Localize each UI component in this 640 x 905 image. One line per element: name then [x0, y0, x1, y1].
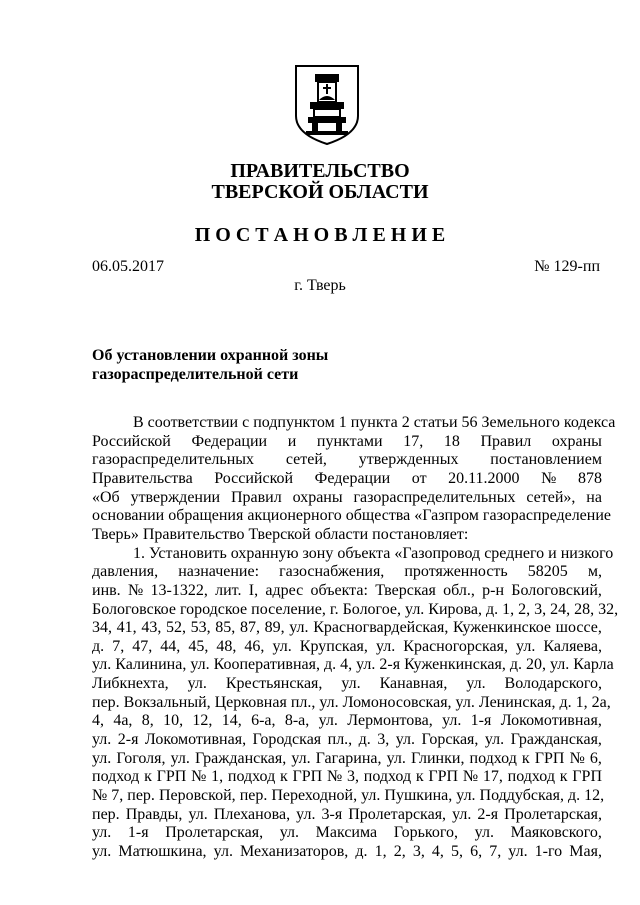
body-text-line: [92, 768, 602, 786]
word: Пролетарская,: [165, 824, 264, 842]
word: №: [569, 749, 585, 767]
word: 58205: [527, 563, 568, 581]
word: газораспределительных: [92, 451, 255, 469]
word: д.: [358, 731, 371, 749]
word: 20.11.2000: [448, 469, 520, 487]
word: 7,: [489, 842, 502, 860]
word: охраны: [292, 488, 343, 506]
word: 89,: [264, 619, 285, 637]
body-text-line: [92, 693, 611, 712]
body-text-line: [92, 675, 602, 693]
word: 1-я: [470, 712, 492, 730]
word: Куженкинское: [452, 619, 552, 637]
word: утвержденных: [358, 451, 459, 469]
word: Гоголя,: [116, 749, 166, 767]
word: р-н: [482, 581, 505, 599]
word: зону: [302, 544, 334, 562]
word: Куженкинская,: [404, 656, 506, 674]
body-text-line: Тверь» Правительство Тверской области постановляет:: [92, 525, 469, 543]
word: и: [548, 544, 557, 562]
word: д.: [509, 656, 522, 674]
word: соответствии: [147, 414, 239, 431]
body-text-line: [92, 806, 602, 824]
word: 18: [443, 432, 460, 450]
word: Маяковского,: [510, 824, 602, 842]
word: с: [242, 414, 250, 431]
tver-coat-of-arms-icon: [294, 64, 360, 146]
word: назначение:: [178, 563, 260, 581]
word: основании: [92, 507, 165, 525]
word: 1.: [133, 544, 145, 562]
word: 24,: [550, 600, 571, 618]
word: Канавная,: [379, 675, 448, 693]
word: ул.: [456, 787, 476, 804]
word: пл.,: [327, 731, 353, 749]
word: подход: [227, 768, 276, 786]
word: от: [411, 469, 427, 487]
document-date: 06.05.2017: [92, 258, 164, 275]
body-text-line: [92, 433, 602, 451]
word: ГРП: [292, 768, 323, 786]
body-text-line: [92, 750, 602, 768]
word: подход: [507, 768, 555, 786]
word: ул.: [187, 675, 207, 693]
word: 1,: [575, 693, 588, 711]
word: Кирова,: [428, 600, 482, 618]
document-type: П О С Т А Н О В Л Е Н И Е: [194, 224, 446, 246]
word: 44,: [160, 637, 181, 655]
word: 47,: [132, 637, 153, 655]
word: Калинина,: [115, 656, 187, 674]
word: газораспределение: [482, 507, 612, 525]
word: Матюшкина,: [118, 842, 207, 860]
body-text-line: [92, 451, 602, 469]
word: пунктами: [316, 432, 383, 450]
word: №: [462, 768, 479, 786]
word: ул.: [190, 656, 210, 674]
word: Локомотивная,: [144, 731, 247, 749]
word: шоссе,: [555, 619, 602, 637]
body-text-line: [92, 489, 602, 507]
word: 43,: [141, 619, 162, 637]
word: 6-а,: [251, 712, 276, 730]
word: Мая,: [569, 842, 602, 860]
word: 2: [401, 414, 410, 431]
word: д.: [559, 693, 572, 711]
document-number: № 129-пп: [534, 258, 600, 275]
word: адрес: [265, 581, 304, 599]
document-title-line: Об установлении охранной зоны: [92, 347, 329, 364]
body-text-line: [92, 656, 614, 674]
word: лит.: [215, 581, 242, 599]
word: сетей»,: [526, 488, 576, 506]
word: ул.: [549, 656, 570, 674]
word: Володарского,: [504, 675, 602, 693]
word: Поддубская,: [479, 787, 564, 804]
word: 6,: [589, 749, 602, 767]
word: ул.: [279, 824, 299, 842]
body-text-line: [92, 731, 602, 749]
word: ул.: [318, 712, 338, 730]
word: охраны: [551, 432, 602, 450]
word: ГРП: [156, 768, 187, 786]
word: ул.: [92, 824, 112, 842]
word: ГРП: [534, 749, 565, 767]
word: пер.: [92, 693, 120, 711]
word: д.: [92, 637, 105, 655]
word: 1-я: [127, 824, 149, 842]
word: д.: [323, 656, 337, 674]
word: ул.: [466, 675, 486, 693]
word: протяженность: [404, 563, 508, 581]
body-text-line: [92, 600, 619, 619]
word: ул.: [395, 731, 415, 749]
word: 12,: [192, 712, 213, 730]
word: 56: [461, 414, 478, 431]
word: №: [92, 787, 108, 804]
word: №: [326, 768, 343, 786]
word: среднего: [484, 544, 545, 562]
word: обл.,: [443, 581, 475, 599]
word: ул.: [356, 656, 376, 674]
word: 2-я: [379, 656, 401, 674]
word: Пролетарская,: [504, 805, 602, 823]
word: Локомотивная,: [500, 712, 602, 730]
word: ул.: [375, 637, 396, 655]
word: ул.: [170, 749, 190, 767]
word: подход: [92, 768, 140, 786]
word: Федерации: [314, 469, 391, 487]
word: ул.: [319, 693, 339, 711]
word: ул.: [92, 731, 112, 749]
word: ул.: [484, 731, 505, 749]
word: Федерации: [191, 432, 268, 450]
word: объекта:: [310, 581, 368, 599]
word: «Об: [92, 488, 120, 506]
word: 4а,: [113, 712, 133, 730]
word: №: [191, 768, 207, 786]
word: 52,: [165, 619, 186, 637]
word: г.: [329, 600, 339, 618]
word: 12,: [584, 787, 605, 804]
word: ул.: [291, 749, 311, 767]
word: объекта: [337, 544, 391, 562]
word: 1,: [374, 842, 387, 860]
word: городское: [179, 600, 248, 618]
word: Установить: [149, 544, 227, 562]
word: 2,: [518, 600, 531, 618]
word: ГРП: [428, 768, 459, 786]
word: 4,: [431, 842, 444, 860]
word: ул.: [188, 805, 208, 823]
word: Бологовское: [92, 600, 176, 618]
word: 7,: [111, 787, 124, 804]
word: ул.: [92, 842, 112, 860]
word: к: [144, 768, 152, 786]
body-text-line: [92, 619, 602, 637]
word: Вокзальный,: [123, 693, 211, 711]
word: Правил: [480, 432, 532, 450]
word: Гражданская,: [194, 749, 287, 767]
word: газоснабжения,: [279, 563, 385, 581]
word: 87,: [239, 619, 260, 637]
word: подпунктом: [253, 414, 335, 431]
word: д.: [355, 842, 368, 860]
word: Городская: [252, 731, 322, 749]
word: д.: [567, 787, 581, 804]
word: к: [279, 768, 288, 786]
word: ул.: [474, 824, 494, 842]
word: 3,: [347, 768, 360, 786]
org-name-line2: ТВЕРСКОЙ ОБЛАСТИ: [211, 181, 429, 203]
word: Глинки,: [410, 749, 465, 767]
word: Правил: [230, 488, 282, 506]
word: 2-я: [117, 731, 139, 749]
word: Лермонтова,: [347, 712, 433, 730]
word: ул.: [92, 656, 112, 674]
word: м,: [587, 563, 602, 581]
word: 53,: [190, 619, 211, 637]
word: пер.: [127, 787, 155, 804]
word: Красногвардейская,: [313, 619, 449, 637]
body-text-line: [92, 470, 602, 488]
word: акционерного: [247, 507, 342, 525]
word: Переходной,: [271, 787, 358, 804]
word: Либкнехта,: [92, 675, 169, 693]
document-title-line: газораспределительной сети: [92, 366, 299, 383]
word: Ленинская,: [478, 693, 556, 711]
body-text-line: [133, 414, 616, 432]
word: давления,: [92, 563, 159, 581]
word: сетей,: [285, 451, 327, 469]
word: подход: [363, 768, 412, 786]
word: 8-а,: [284, 712, 310, 730]
word: Ломоносовская,: [342, 693, 452, 711]
word: Правительства: [92, 469, 193, 487]
word: ул.: [341, 675, 361, 693]
word: ул.: [516, 637, 536, 655]
word: Каляева,: [543, 637, 602, 655]
word: 2а,: [591, 693, 611, 711]
word: Тверская: [375, 581, 436, 599]
word: 5,: [451, 842, 463, 860]
word: Правды,: [125, 805, 183, 823]
body-text-line: [133, 544, 614, 563]
word: 17,: [482, 768, 503, 786]
word: Гражданская,: [510, 731, 602, 749]
word: 3,: [534, 600, 547, 618]
word: и: [287, 432, 297, 450]
word: «Газпром: [414, 507, 479, 525]
word: Механизаторов,: [240, 842, 349, 860]
word: 6,: [470, 842, 483, 860]
word: поселение,: [251, 600, 326, 618]
word: 34,: [92, 619, 112, 637]
word: кодекса: [563, 414, 616, 431]
word: 1: [338, 414, 347, 431]
word: 17,: [403, 432, 424, 450]
body-text-line: [92, 507, 612, 525]
word: к: [521, 749, 530, 767]
word: на: [586, 488, 602, 506]
word: 10,: [163, 712, 184, 730]
word: Горького,: [393, 824, 459, 842]
word: утверждении: [130, 488, 221, 506]
word: газораспределительных: [353, 488, 516, 506]
body-text-line: [92, 824, 602, 842]
word: Кооперативная,: [213, 656, 320, 674]
word: «Газопровод: [394, 544, 481, 562]
word: 3-я: [321, 805, 343, 823]
word: Крестьянская,: [225, 675, 323, 693]
word: Горская,: [421, 731, 479, 749]
word: Красногорская,: [403, 637, 508, 655]
word: Бологовский,: [511, 581, 602, 599]
word: ул.: [452, 805, 472, 823]
word: к: [415, 768, 424, 786]
word: 3,: [377, 731, 390, 749]
word: 4,: [340, 656, 353, 674]
word: 32,: [598, 600, 619, 618]
word: охранную: [230, 544, 299, 562]
word: Российской: [214, 469, 294, 487]
word: 46,: [244, 637, 265, 655]
body-text-line: [92, 712, 602, 730]
word: низкого: [560, 544, 614, 562]
word: 878: [577, 469, 602, 487]
word: №: [127, 581, 144, 599]
word: ул.: [405, 600, 425, 618]
word: ул.: [92, 749, 112, 767]
word: общества: [345, 507, 411, 525]
word: 48,: [216, 637, 237, 655]
word: постановлением: [490, 451, 602, 469]
word: Гагарина,: [315, 749, 382, 767]
word: Российской: [92, 432, 171, 450]
word: ул.: [386, 749, 406, 767]
body-text-line: [92, 787, 605, 805]
body-text-line: [92, 638, 602, 656]
word: ул.: [296, 805, 316, 823]
word: инв.: [92, 581, 121, 599]
word: 20,: [525, 656, 546, 674]
word: пер.: [92, 805, 120, 823]
word: Максима: [315, 824, 378, 842]
word: 14,: [221, 712, 242, 730]
word: обращения: [168, 507, 244, 525]
word: д.: [485, 600, 499, 618]
word: Церковная: [214, 693, 287, 711]
word: Пушкина,: [384, 787, 453, 804]
word: I,: [248, 581, 259, 599]
word: ул.: [508, 842, 528, 860]
document-city: г. Тверь: [294, 277, 346, 294]
word: Плеханова,: [213, 805, 291, 823]
word: Пролетарская,: [348, 805, 447, 823]
word: Крупская,: [299, 637, 368, 655]
word: №: [541, 469, 557, 487]
word: ул.: [272, 637, 292, 655]
word: Карла: [573, 656, 614, 674]
word: 41,: [116, 619, 137, 637]
word: 7,: [112, 637, 125, 655]
word: 8,: [141, 712, 154, 730]
word: В: [133, 414, 144, 431]
word: 28,: [574, 600, 595, 618]
word: статьи: [413, 414, 458, 431]
org-name-line1: ПРАВИТЕЛЬСТВО: [230, 160, 410, 182]
word: ул.: [361, 787, 381, 804]
word: пл.,: [290, 693, 316, 711]
word: к: [559, 768, 568, 786]
word: 13-1322,: [150, 581, 208, 599]
body-text-line: [92, 582, 602, 600]
word: 1,: [502, 600, 515, 618]
word: Бологое,: [342, 600, 402, 618]
word: пункта: [350, 414, 398, 431]
word: 85,: [215, 619, 236, 637]
body-text-line: [92, 843, 602, 861]
word: 3,: [412, 842, 425, 860]
word: 2-я: [477, 805, 499, 823]
word: 1,: [211, 768, 224, 786]
word: Перовской,: [158, 787, 236, 804]
body-text-line: [92, 563, 602, 581]
word: подход: [469, 749, 517, 767]
word: 2,: [393, 842, 406, 860]
word: ул.: [442, 712, 462, 730]
word: ул.: [289, 619, 309, 637]
word: 45,: [188, 637, 209, 655]
word: 1-го: [534, 842, 563, 860]
word: 4,: [92, 712, 104, 730]
word: ГРП: [572, 768, 602, 786]
word: ул.: [455, 693, 475, 711]
word: ул.: [213, 842, 233, 860]
word: Земельного: [481, 414, 560, 431]
word: пер.: [239, 787, 268, 804]
